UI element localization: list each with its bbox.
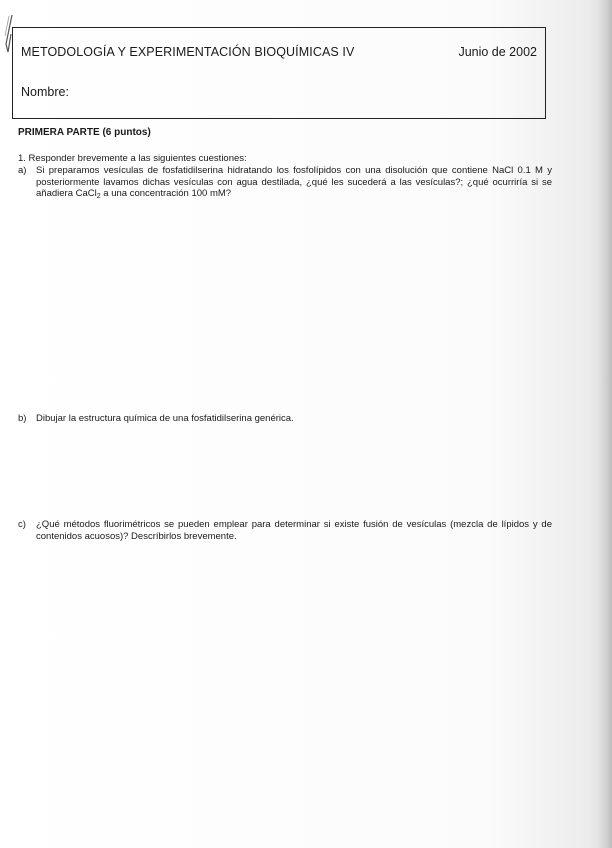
exam-header-box — [12, 27, 546, 119]
question-text-part: Si preparamos vesículas de fosfatidilserina hidratando los fosfolípidos con una disolución que contiene NaCl 0.1 M y posteriormente lavamos dichas vesículas con agua destilada, ¿qué les sucederá a las vesículas?; ¿qué ocurriría si se añadiera CaCl — [36, 165, 552, 199]
question-text — [36, 165, 552, 203]
section-heading: PRIMERA PARTE (6 puntos) — [18, 127, 151, 138]
name-label: Nombre: — [21, 85, 69, 99]
question-text: Dibujar la estructura química de una fosfatidilserina genérica. — [36, 413, 294, 424]
scan-edge-shadow — [598, 0, 612, 848]
question-letter: c) — [18, 519, 26, 530]
course-title: METODOLOGÍA Y EXPERIMENTACIÓN BIOQUÍMICAS IV — [21, 45, 355, 59]
question-item-a — [18, 165, 552, 203]
exam-date: Junio de 2002 — [458, 45, 537, 59]
question-text: ¿Qué métodos fluorimétricos se pueden emplear para determinar si existe fusión de vesículas (mezcla de lípidos y de contenidos acuosos)? Descríbirlos brevemente. — [36, 519, 552, 542]
question-letter: a) — [18, 165, 27, 176]
question-letter: b) — [18, 413, 27, 424]
question-text-part: a una concentración 100 mM? — [100, 188, 232, 199]
question-intro: 1. Responder brevemente a las siguientes cuestiones: — [18, 153, 247, 164]
subscript-2: 2 — [96, 193, 101, 200]
question-item-b — [18, 413, 552, 425]
question-item-c — [18, 519, 552, 542]
